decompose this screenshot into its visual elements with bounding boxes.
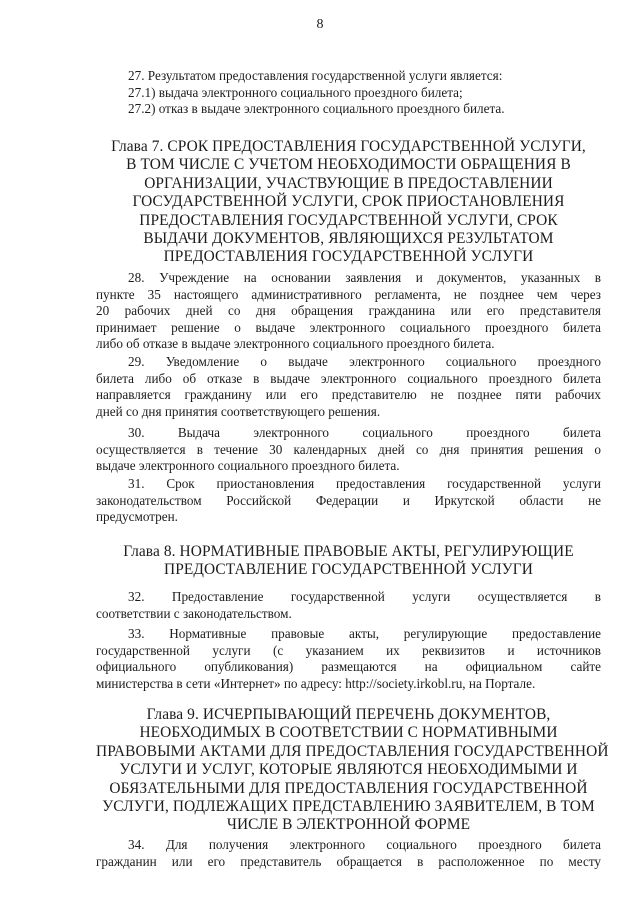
paragraph-line: дней со дня принятия соответствующего решения. xyxy=(96,403,381,419)
paragraph-33 xyxy=(96,626,601,692)
heading-line: ГОСУДАРСТВЕННОЙ УСЛУГИ, СРОК ПРИОСТАНОВЛЕНИЯ xyxy=(132,193,565,211)
paragraph-line: 20 рабочих дней со дня обращения гражданина или его представителя xyxy=(96,303,601,319)
paragraph-line: государственной услуги (с указанием их реквизитов и источников xyxy=(96,642,601,658)
paragraph-line: 27. Результатом предоставления государственной услуги является: xyxy=(128,68,503,83)
paragraph-line: 33. Нормативные правовые акты, регулирующие предоставление xyxy=(128,626,601,641)
paragraph-line: 27.2) отказ в выдаче электронного социального проездного билета. xyxy=(128,101,505,117)
heading-line: ПРАВОВЫМИ АКТАМИ ДЛЯ ПРЕДОСТАВЛЕНИЯ ГОСУДАРСТВЕННОЙ xyxy=(96,742,609,760)
paragraph-line: министерства в сети «Интернет» по адресу: http://society.irkobl.ru, на Портале. xyxy=(96,675,536,691)
heading-line: УСЛУГИ, ПОДЛЕЖАЩИХ ПРЕДСТАВЛЕНИЮ ЗАЯВИТЕЛЕМ, В ТОМ xyxy=(102,798,595,816)
paragraph-line: выдаче электронного социального проездного билета. xyxy=(96,458,400,474)
heading-line: В ТОМ ЧИСЛЕ С УЧЕТОМ НЕОБХОДИМОСТИ ОБРАЩЕНИЯ В xyxy=(126,156,571,174)
paragraph-line: принимает решение о выдаче электронного социального проездного билета xyxy=(96,319,601,335)
paragraph-line: либо об отказе в выдаче электронного социального проездного билета. xyxy=(96,336,495,352)
heading-line: УСЛУГИ И УСЛУГ, КОТОРЫЕ ЯВЛЯЮТСЯ НЕОБХОДИМЫМИ И xyxy=(119,761,578,779)
paragraph-line: 34. Для получения электронного социального проездного билета xyxy=(128,837,601,852)
paragraph-line: гражданин или его представитель обращается в расположенное по месту xyxy=(96,853,601,869)
heading-line: ПРЕДОСТАВЛЕНИЕ ГОСУДАРСТВЕННОЙ УСЛУГИ xyxy=(164,561,533,579)
heading-line: НЕОБХОДИМЫХ В СООТВЕТСТВИИ С НОРМАТИВНЫМИ xyxy=(139,724,558,742)
paragraph-line: 29. Уведомление о выдаче электронного социального проездного xyxy=(128,354,601,369)
chapter-7-heading xyxy=(96,138,601,267)
heading-line: Глава 7. СРОК ПРЕДОСТАВЛЕНИЯ ГОСУДАРСТВЕННОЙ УСЛУГИ, xyxy=(111,138,586,155)
chapter-8-heading xyxy=(96,543,601,580)
paragraph-line: предусмотрен. xyxy=(96,509,178,525)
paragraph-32 xyxy=(96,589,601,622)
paragraph-line: 30. Выдача электронного социального проездного билета xyxy=(128,425,601,440)
paragraph-line: 27.1) выдача электронного социального проездного билета; xyxy=(128,84,463,100)
paragraph-line: пункте 35 настоящего административного регламента, не позднее чем через xyxy=(96,286,601,302)
heading-line: ОБЯЗАТЕЛЬНЫМИ ДЛЯ ПРЕДОСТАВЛЕНИЯ ГОСУДАРСТВЕННОЙ xyxy=(109,779,588,797)
paragraph-line: направляется гражданину или его представителю не позднее пяти рабочих xyxy=(96,387,601,403)
paragraph-27 xyxy=(96,68,601,118)
paragraph-line: законодательством Российской Федерации и Иркутской области не xyxy=(96,492,601,508)
heading-line: ПРЕДОСТАВЛЕНИЯ ГОСУДАРСТВЕННОЙ УСЛУГИ xyxy=(163,248,534,266)
paragraph-line: соответствии с законодательством. xyxy=(96,605,292,621)
heading-line: ЧИСЛЕ В ЭЛЕКТРОННОЙ ФОРМЕ xyxy=(226,816,471,834)
page-number: 8 xyxy=(316,17,324,32)
heading-line: Глава 9. ИСЧЕРПЫВАЮЩИЙ ПЕРЕЧЕНЬ ДОКУМЕНТОВ, xyxy=(146,706,551,723)
paragraph-31 xyxy=(96,476,601,526)
paragraph-34 xyxy=(96,837,601,870)
paragraph-30 xyxy=(96,425,601,475)
paragraph-line: 28. Учреждение на основании заявления и документов, указанных в xyxy=(128,270,601,285)
chapter-9-heading xyxy=(96,706,609,835)
heading-line: ОРГАНИЗАЦИИ, УЧАСТВУЮЩИЕ В ПРЕДОСТАВЛЕНИИ xyxy=(144,174,553,192)
paragraph-line: официального опубликования) размещаются на официальном сайте xyxy=(96,659,601,675)
paragraph-29 xyxy=(96,354,601,420)
heading-line: Глава 8. НОРМАТИВНЫЕ ПРАВОВЫЕ АКТЫ, РЕГУЛИРУЮЩИЕ xyxy=(123,543,574,560)
paragraph-line: 31. Срок приостановления предоставления государственной услуги xyxy=(128,476,601,491)
paragraph-line: осуществляется в течение 30 календарных дней со дня принятия решения о xyxy=(96,441,601,457)
heading-line: ПРЕДОСТАВЛЕНИЯ ГОСУДАРСТВЕННОЙ УСЛУГИ, СРОК xyxy=(139,211,558,229)
paragraph-28 xyxy=(96,270,601,353)
paragraph-line: билета либо об отказе в выдаче электронного социального проездного билета xyxy=(96,370,601,386)
paragraph-line: 32. Предоставление государственной услуги осуществляется в xyxy=(128,589,601,604)
heading-line: ВЫДАЧИ ДОКУМЕНТОВ, ЯВЛЯЮЩИХСЯ РЕЗУЛЬТАТОМ xyxy=(143,230,554,248)
